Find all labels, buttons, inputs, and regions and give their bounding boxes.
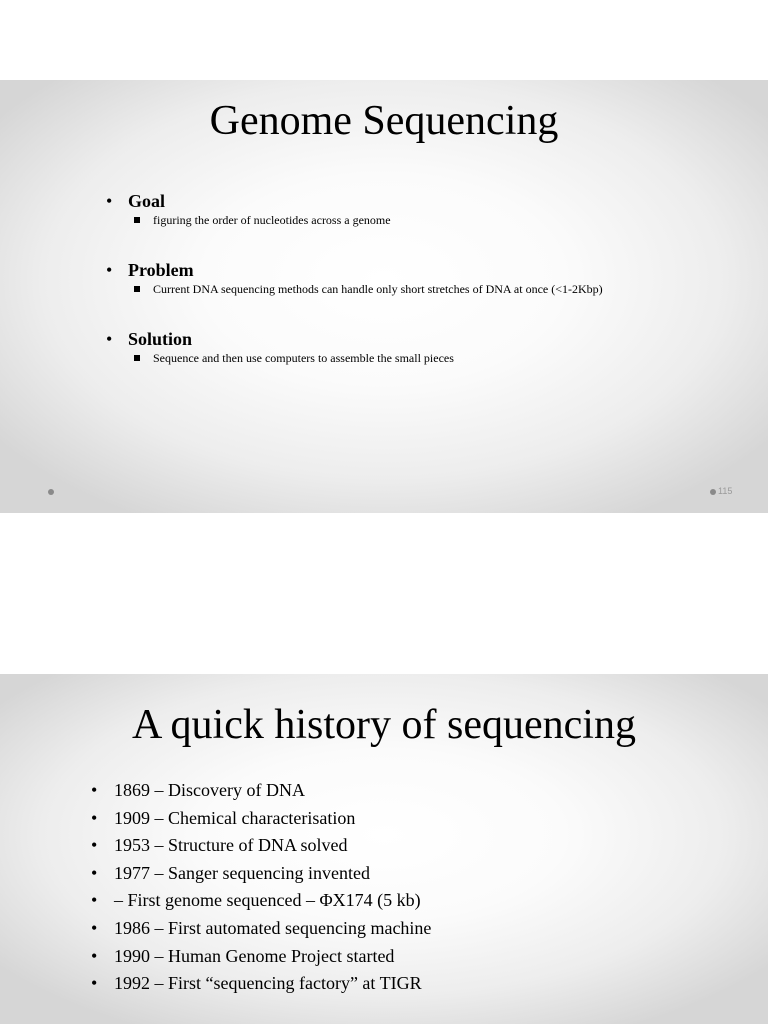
- square-bullet-icon: [134, 286, 140, 292]
- bullet-icon: •: [91, 807, 98, 828]
- history-item: [91, 888, 711, 916]
- topic-goal: [106, 190, 726, 259]
- history-text: 1992 – First “sequencing factory” at TIGR: [114, 973, 422, 994]
- history-text: – First genome sequenced – ΦX174 (5 kb): [114, 890, 421, 911]
- topic-detail: figuring the order of nucleotides across a genome: [153, 213, 391, 227]
- bullet-icon: •: [91, 835, 98, 856]
- footer-dot-icon: [48, 489, 54, 495]
- history-text: 1986 – First automated sequencing machine: [114, 917, 432, 938]
- bullet-icon: •: [106, 260, 113, 280]
- history-item: [91, 806, 711, 834]
- history-text: 1953 – Structure of DNA solved: [114, 835, 348, 856]
- square-bullet-icon: [134, 355, 140, 361]
- bullet-icon: •: [91, 862, 98, 883]
- history-item: [91, 944, 711, 972]
- slide-title: A quick history of sequencing: [132, 702, 636, 748]
- history-text: 1909 – Chemical characterisation: [114, 807, 356, 828]
- history-item: [91, 778, 711, 806]
- square-bullet-icon: [134, 217, 140, 223]
- topic-heading: Problem: [128, 260, 194, 280]
- bullet-icon: •: [91, 780, 98, 800]
- slide-genome-sequencing: [0, 80, 768, 513]
- history-item: [91, 971, 711, 999]
- topic-heading: Goal: [128, 191, 166, 211]
- history-list: [91, 778, 711, 999]
- footer-dot-icon: [710, 489, 716, 495]
- history-item: [91, 916, 711, 944]
- topic-detail: Current DNA sequencing methods can handle only short stretches of DNA at once (<1-2Kbp): [153, 282, 603, 296]
- slide-number: 115: [718, 486, 733, 496]
- topic-detail: Sequence and then use computers to assemble the small pieces: [153, 351, 454, 365]
- bullet-icon: •: [91, 917, 98, 938]
- history-text: 1977 – Sanger sequencing invented: [114, 862, 370, 883]
- topic-solution: [106, 328, 726, 397]
- topic-heading: Solution: [128, 329, 193, 349]
- history-item: [91, 833, 711, 861]
- slide-title: Genome Sequencing: [209, 98, 559, 144]
- bullet-icon: •: [106, 191, 113, 211]
- topic-list: [106, 190, 726, 397]
- topic-problem: [106, 259, 726, 328]
- history-text: 1990 – Human Genome Project started: [114, 945, 395, 966]
- bullet-icon: •: [106, 329, 113, 349]
- history-text: 1869 – Discovery of DNA: [114, 780, 305, 800]
- bullet-icon: •: [91, 945, 98, 966]
- history-item: [91, 861, 711, 889]
- bullet-icon: •: [91, 890, 98, 911]
- bullet-icon: •: [91, 973, 98, 994]
- slide-sequencing-history: [0, 674, 768, 1024]
